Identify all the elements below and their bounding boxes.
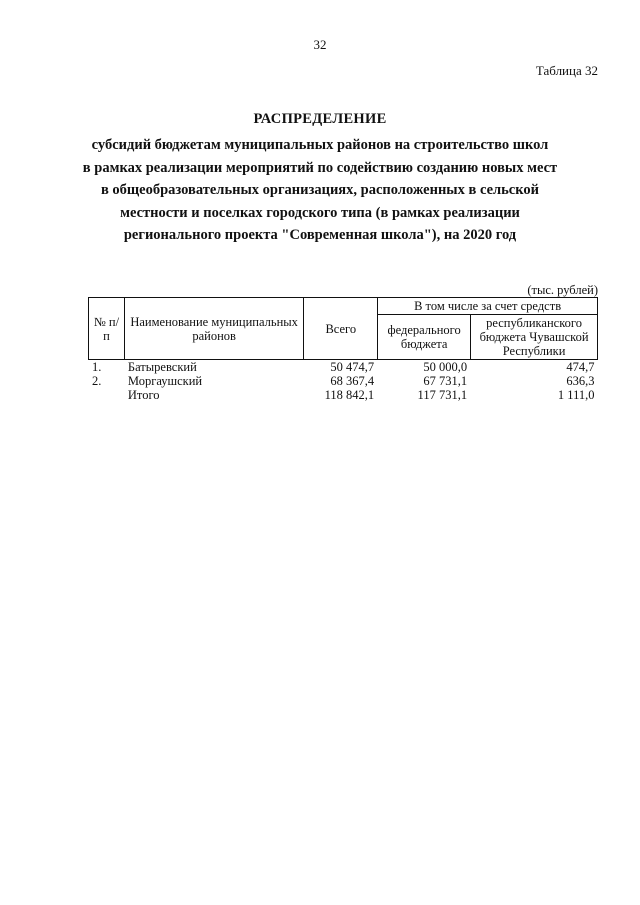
subtitle-line: субсидий бюджетам муниципальных районов на строительство школ <box>91 137 549 153</box>
header-federal: федерального бюджета <box>378 315 471 360</box>
total-name: Итого <box>127 388 160 402</box>
subsidy-table <box>88 297 598 402</box>
table-label: Таблица 32 <box>535 63 598 78</box>
subtitle-line: в общеобразовательных организациях, расположенных в сельской <box>100 182 540 198</box>
header-num: № п/п <box>89 298 125 360</box>
subtitle-line: регионального проекта "Современная школа"), на 2020 год <box>123 227 517 243</box>
row-total: 50 474,7 <box>330 360 375 374</box>
total-total: 118 842,1 <box>324 388 375 402</box>
row-total: 68 367,4 <box>330 374 375 388</box>
document-subtitle <box>60 134 580 247</box>
total-num <box>89 388 125 402</box>
row-republic: 636,3 <box>566 374 595 388</box>
table-row <box>89 374 598 388</box>
row-federal: 67 731,1 <box>423 374 468 388</box>
row-num: 1. <box>92 360 102 374</box>
table-row <box>89 360 598 375</box>
row-name: Моргаушский <box>127 374 203 388</box>
header-name: Наименование муниципальных районов <box>124 298 304 360</box>
header-row <box>89 298 598 315</box>
header-total: Всего <box>304 298 378 360</box>
row-federal: 50 000,0 <box>423 360 468 374</box>
header-republic: республиканского бюджета Чувашской Республики <box>471 315 598 360</box>
document-title: РАСПРЕДЕЛЕНИЕ <box>253 111 387 127</box>
subtitle-line: в рамках реализации мероприятий по содействию созданию новых мест <box>82 159 558 176</box>
units-label: (тыс. рублей) <box>527 283 598 297</box>
total-federal: 117 731,1 <box>417 388 468 402</box>
row-republic: 474,7 <box>566 360 595 374</box>
header-group: В том числе за счет средств <box>378 298 598 315</box>
total-republic: 1 111,0 <box>557 388 595 402</box>
total-row <box>89 388 598 402</box>
row-num: 2. <box>92 374 102 388</box>
row-name: Батыревский <box>127 360 197 374</box>
subtitle-line: местности и поселках городского типа (в рамках реализации <box>120 204 520 221</box>
page-number: 32 <box>313 37 327 52</box>
